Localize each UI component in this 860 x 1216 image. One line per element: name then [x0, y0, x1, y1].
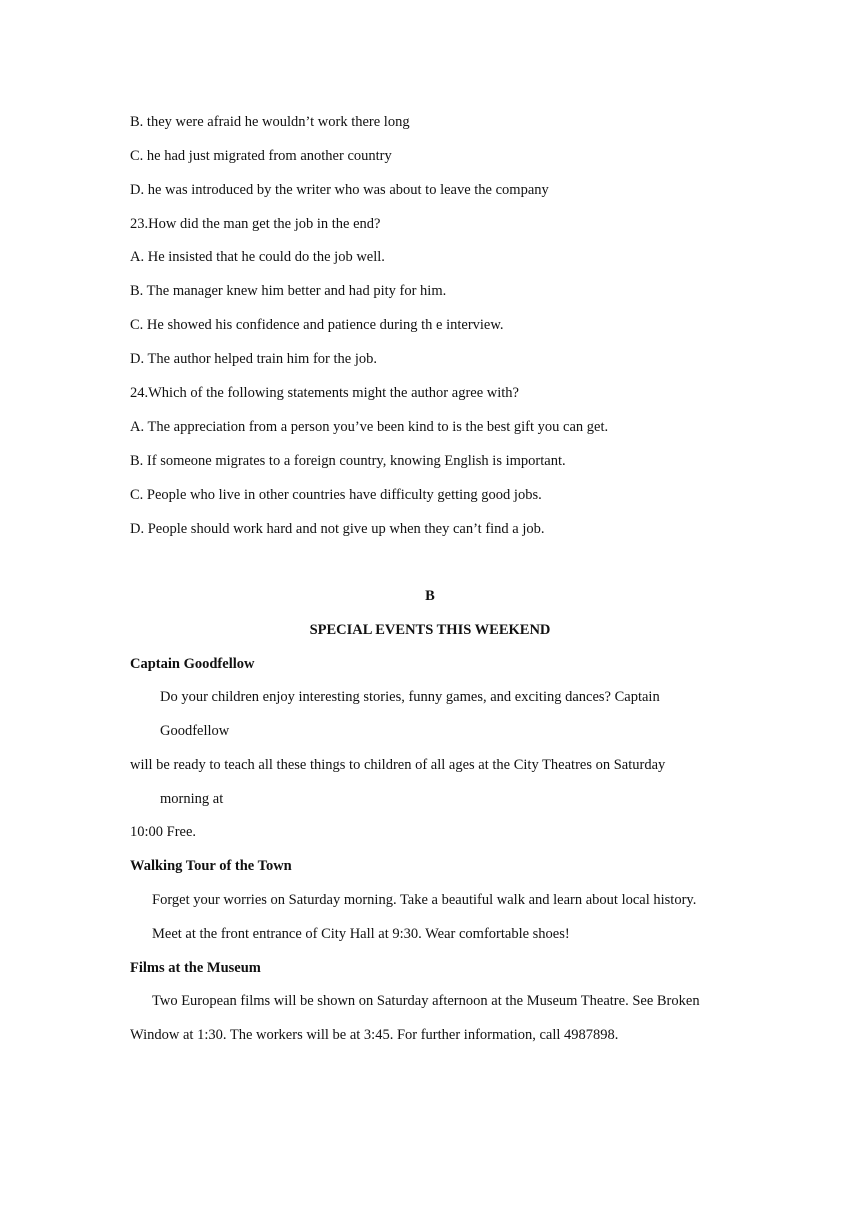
event-text-line: Two European films will be shown on Saturday afternoon at the Museum Theatre. See Broken [152, 993, 700, 1009]
event-text-line: Forget your worries on Saturday morning. Take a beautiful walk and learn about local history. [152, 892, 697, 908]
event-text-line: 10:00 Free. [130, 824, 197, 840]
event-text-line: morning at [160, 791, 224, 807]
event-heading-walking-tour: Walking Tour of the Town [130, 858, 292, 874]
q23-option-c: C. He showed his confidence and patience during th e interview. [130, 317, 504, 333]
section-letter: B [425, 588, 435, 604]
event-text-line: Goodfellow [160, 723, 230, 739]
q24-option-c: C. People who live in other countries have difficulty getting good jobs. [130, 487, 542, 503]
q23-option-d: D. The author helped train him for the job. [130, 351, 377, 367]
section-title: SPECIAL EVENTS THIS WEEKEND [309, 622, 551, 638]
event-heading-captain-goodfellow: Captain Goodfellow [130, 656, 255, 672]
q24-option-d: D. People should work hard and not give up when they can’t find a job. [130, 521, 545, 537]
event-text-line: will be ready to teach all these things to children of all ages at the City Theatres on Saturday [130, 757, 666, 773]
q23-option-b: B. The manager knew him better and had pity for him. [130, 283, 447, 299]
q23-stem: 23.How did the man get the job in the end? [130, 216, 381, 232]
q24-option-a: A. The appreciation from a person you’ve been kind to is the best gift you can get. [130, 419, 609, 435]
q24-stem: 24.Which of the following statements might the author agree with? [130, 385, 519, 401]
event-text-line: Meet at the front entrance of City Hall at 9:30. Wear comfortable shoes! [152, 926, 570, 942]
event-text-line: Window at 1:30. The workers will be at 3:45. For further information, call 4987898. [130, 1027, 619, 1043]
event-text-line: Do your children enjoy interesting stories, funny games, and exciting dances? Captain [160, 689, 660, 705]
event-heading-films-museum: Films at the Museum [130, 960, 261, 976]
q23-option-a: A. He insisted that he could do the job well. [130, 249, 385, 265]
q24-option-b: B. If someone migrates to a foreign country, knowing English is important. [130, 453, 566, 469]
q22-option-c: C. he had just migrated from another country [130, 148, 392, 164]
q22-option-d: D. he was introduced by the writer who was about to leave the company [130, 182, 549, 198]
q22-option-b: B. they were afraid he wouldn’t work there long [130, 114, 410, 130]
